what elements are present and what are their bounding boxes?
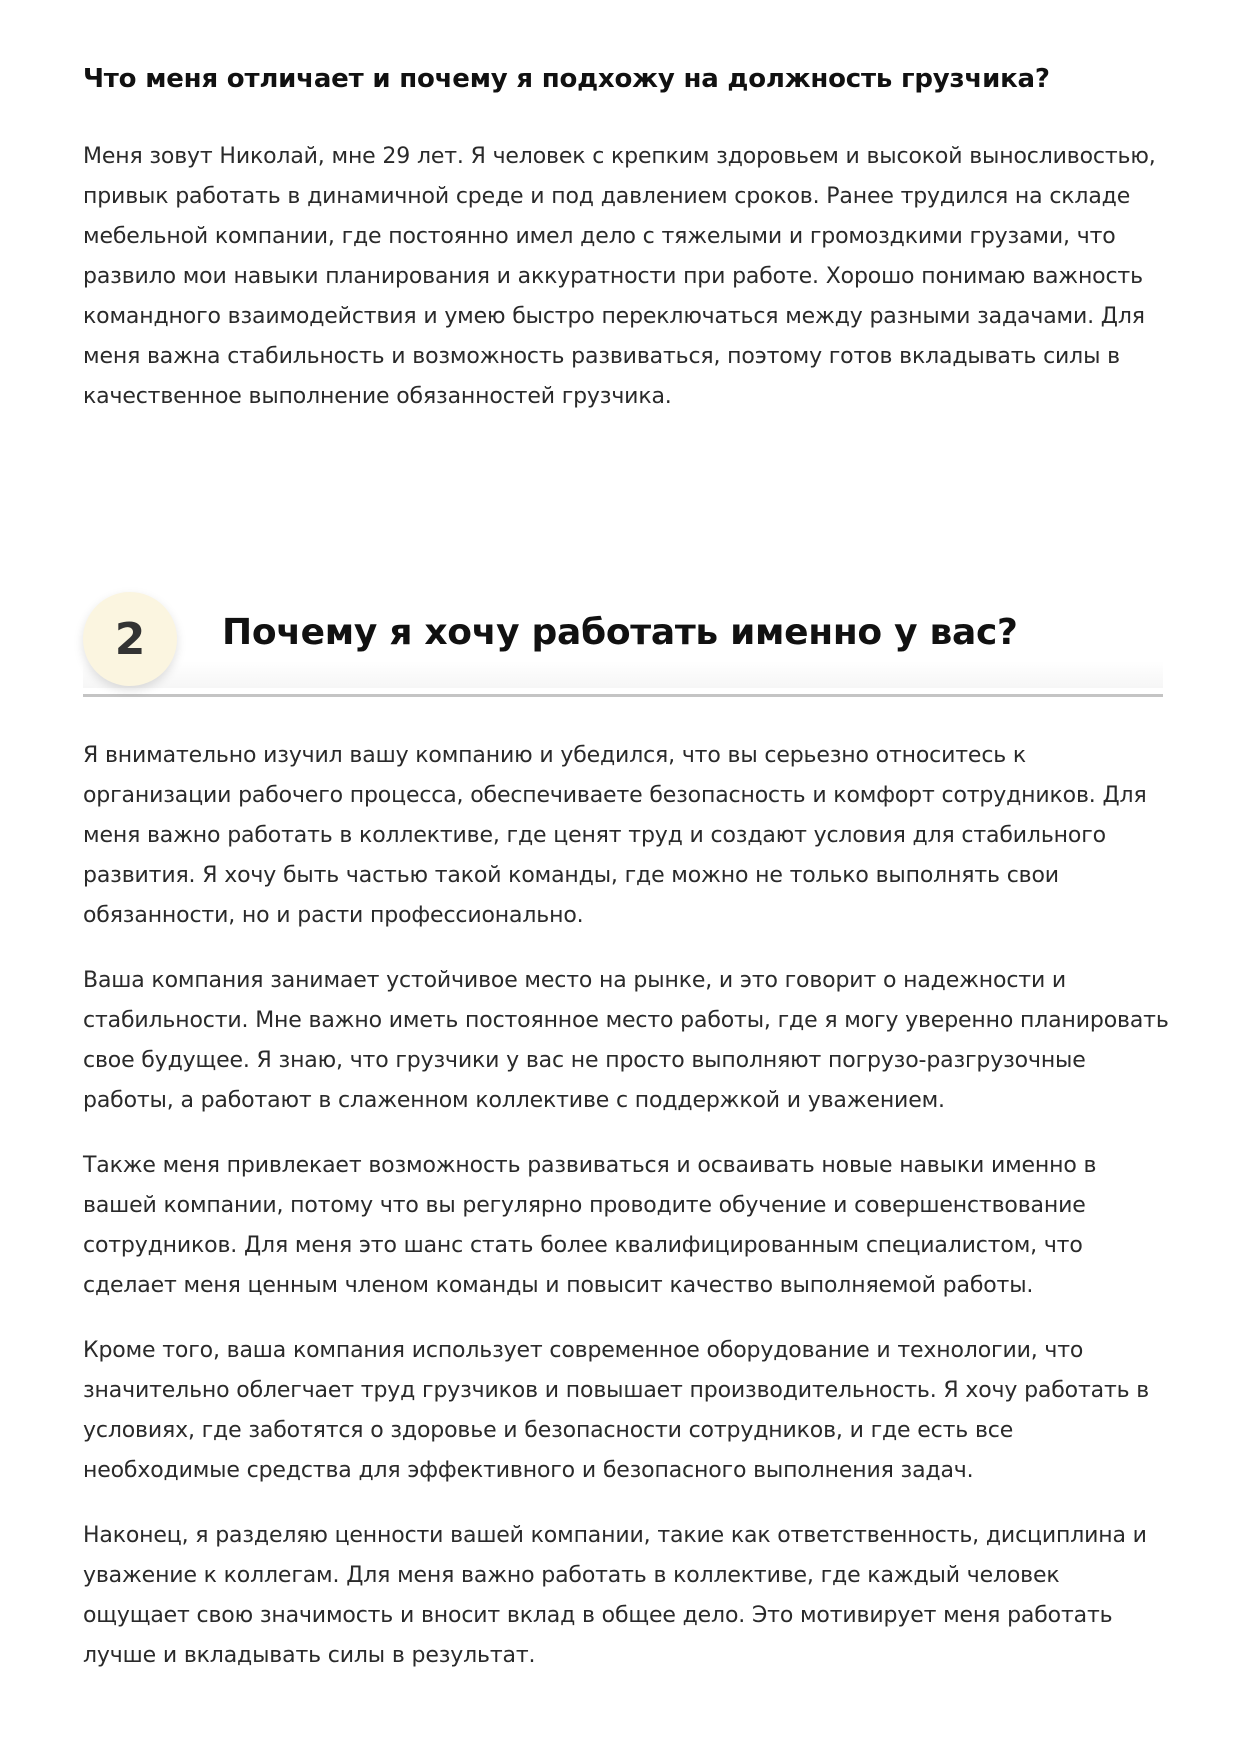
- body-paragraph: Я внимательно изучил вашу компанию и убедился, что вы серьезно относитесь к организации рабочего процесса, обеспечиваете безопасность и комфорт сотрудников. Для меня важно работать в коллективе, где ценят труд и создают условия для стабильного развития. Я хочу быть частью такой команды, где можно не только выполнять свои обязанности, но и расти профессионально.: [83, 743, 1147, 928]
- body-paragraph: Также меня привлекает возможность развиваться и осваивать новые навыки именно в вашей компании, потому что вы регулярно проводите обучение и совершенствование сотрудников. Для меня это шанс стать более квалифицированным специалистом, что сделает меня ценным членом команды и повысит качество выполняемой работы.: [83, 1153, 1097, 1298]
- intro-paragraph: Меня зовут Николай, мне 29 лет. Я человек с крепким здоровьем и высокой выносливостью, привык работать в динамичной среде и под давлением сроков. Ранее трудился на складе мебельной компании, где постоянно имел дело с тяжелыми и громоздкими грузами, что развило мои навыки планирования и аккуратности при работе. Хорошо понимаю важность командного взаимодействия и умею быстро переключаться между разными задачами. Для меня важна стабильность и возможность развиваться, поэтому готов вкладывать силы в качественное выполнение обязанностей грузчика.: [83, 144, 1156, 409]
- section-header: [83, 590, 1163, 698]
- section-divider: [83, 694, 1163, 697]
- body-paragraph: Кроме того, ваша компания использует современное оборудование и технологии, что значительно облегчает труд грузчиков и повышает производительность. Я хочу работать в условиях, где заботятся о здоровье и безопасности сотрудников, и где есть все необходимые средства для эффективного и безопасного выполнения задач.: [83, 1338, 1150, 1483]
- body-paragraph: Наконец, я разделяю ценности вашей компании, такие как ответственность, дисциплина и уважение к коллегам. Для меня важно работать в коллективе, где каждый человек ощущает свою значимость и вносит вклад в общее дело. Это мотивирует меня работать лучше и вкладывать силы в результат.: [83, 1523, 1147, 1668]
- section-body: [83, 736, 1173, 1701]
- section-number-badge: 2: [83, 592, 177, 686]
- body-paragraph: Ваша компания занимает устойчивое место на рынке, и это говорит о надежности и стабильности. Мне важно иметь постоянное место работы, где я могу уверенно планировать свое будущее. Я знаю, что грузчики у вас не просто выполняют погрузо-разгрузочные работы, а работают в слаженном коллективе с поддержкой и уважением.: [83, 968, 1169, 1113]
- intro-heading: Что меня отличает и почему я подхожу на должность грузчика?: [83, 64, 1050, 94]
- section-title: Почему я хочу работать именно у вас?: [222, 612, 1018, 653]
